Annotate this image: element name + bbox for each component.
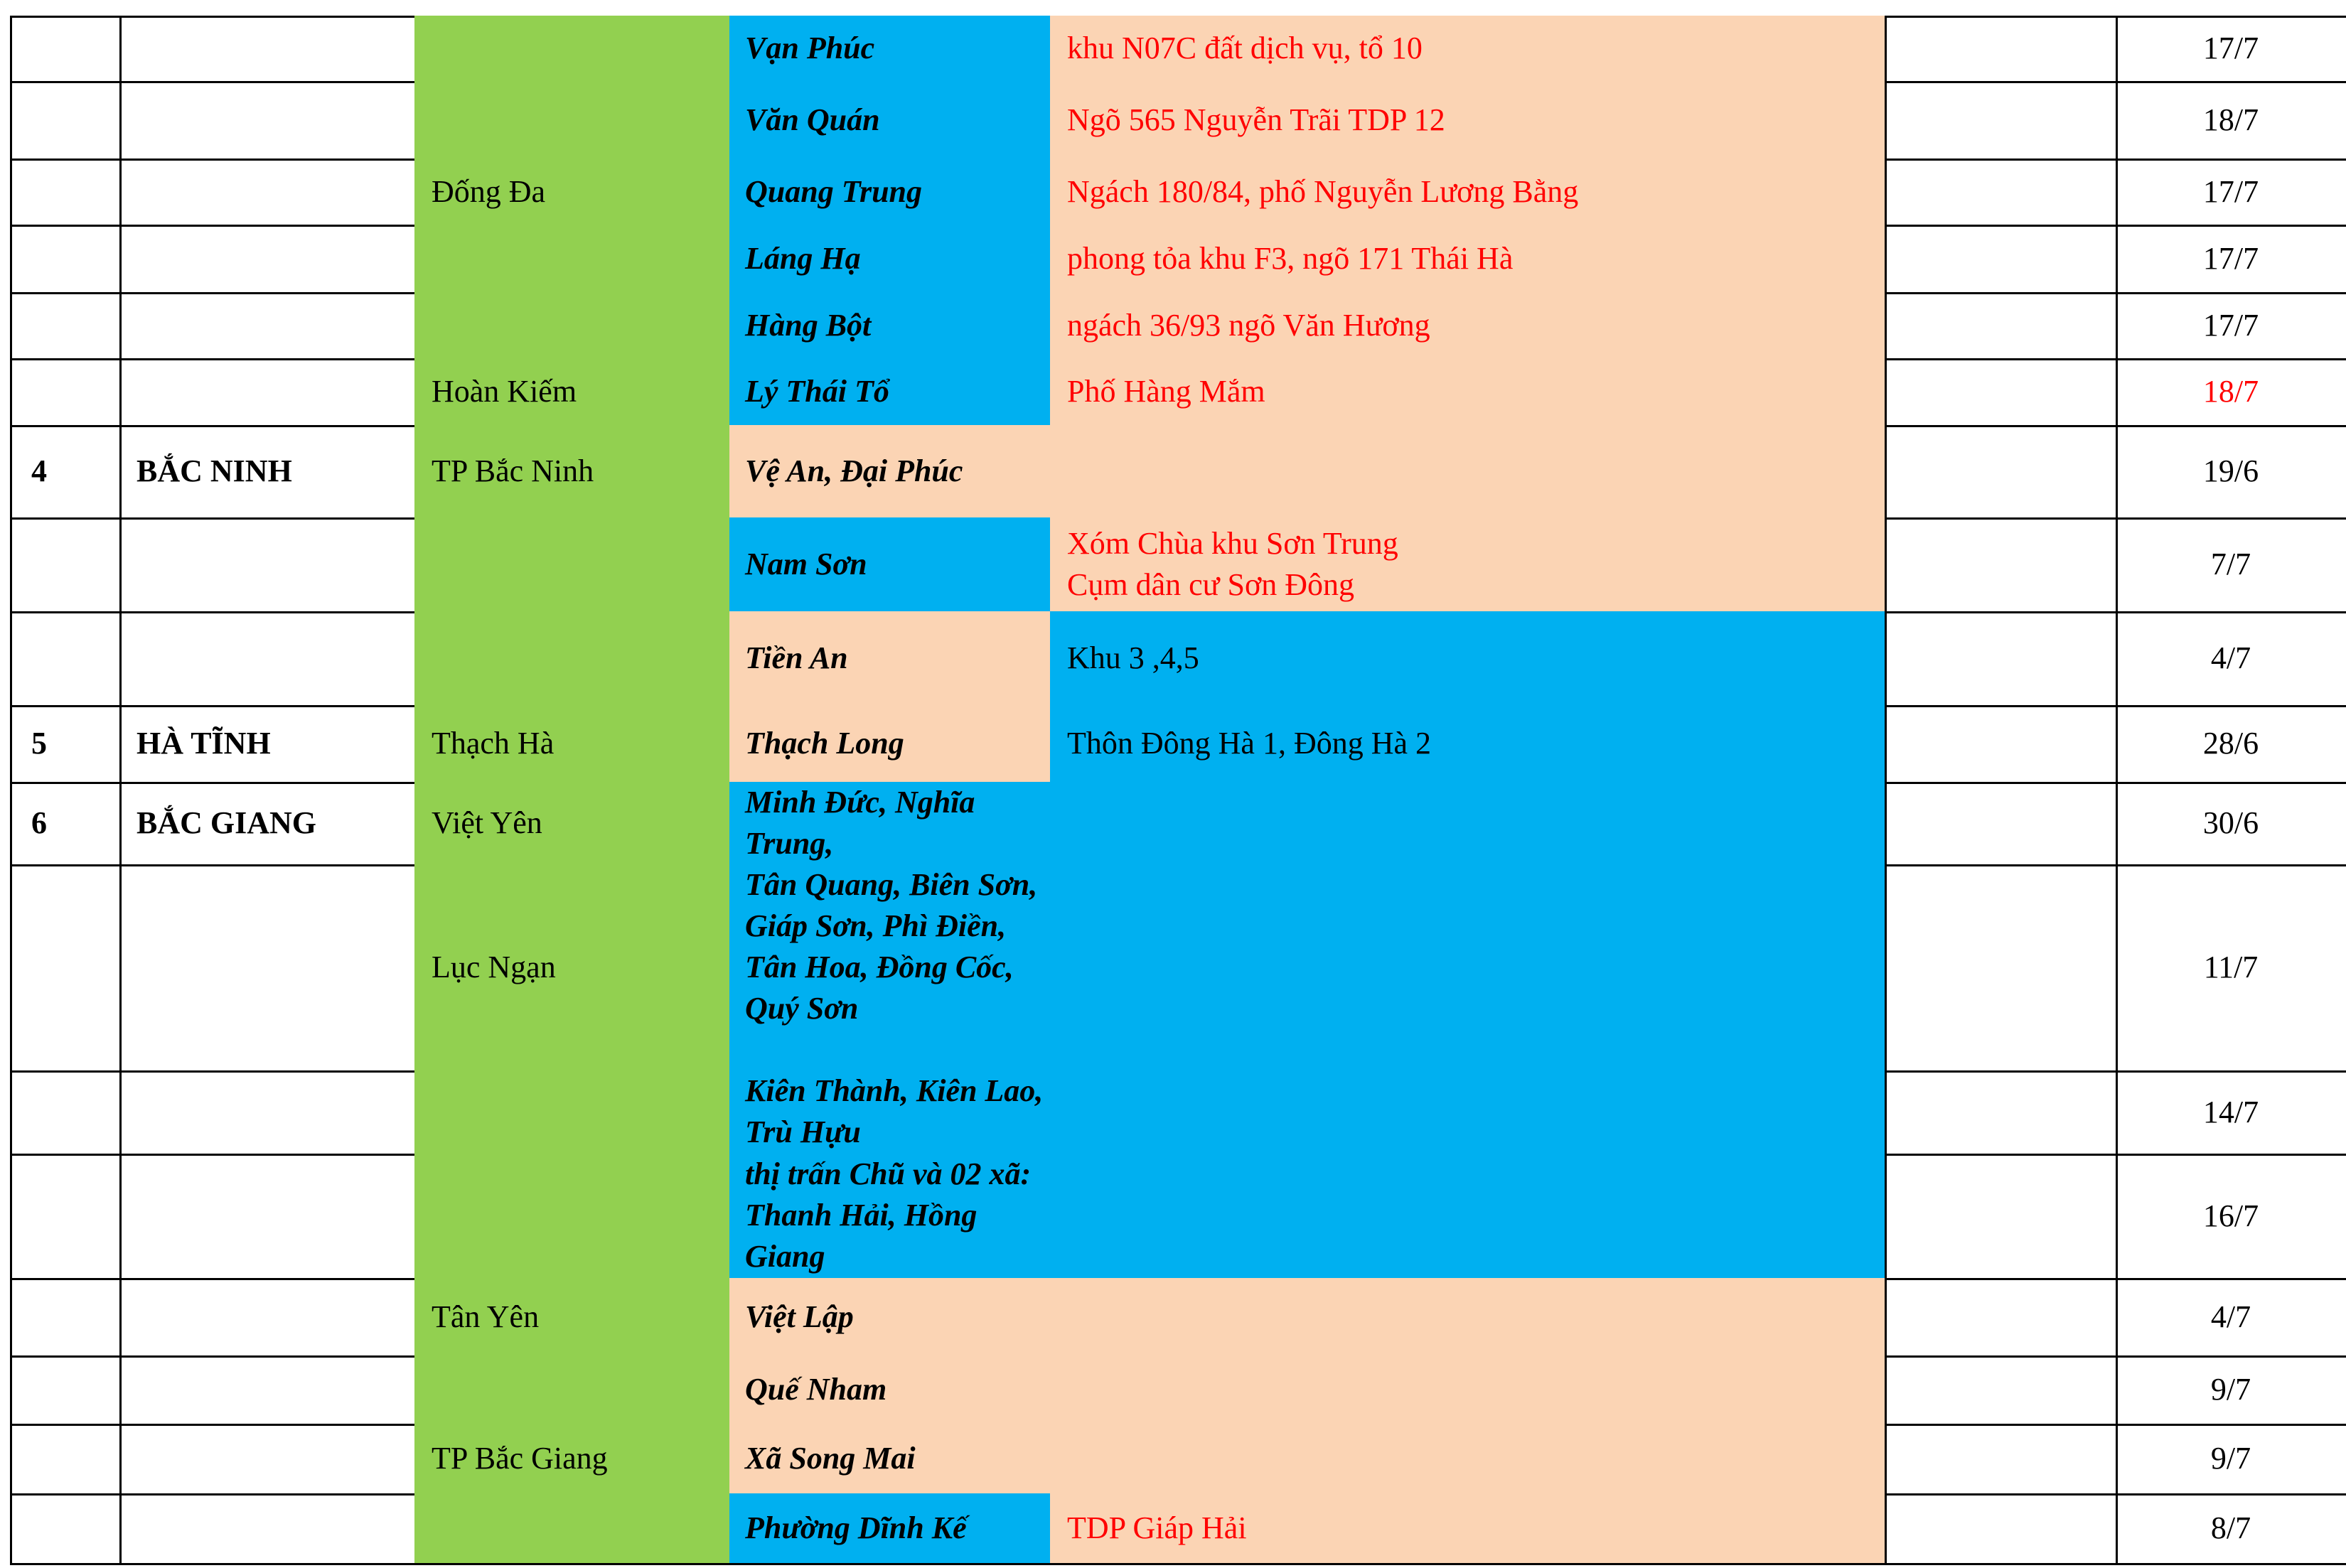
date-cell [2116,782,2346,866]
address-cell [1050,782,1887,866]
ward-text: Việt Lập [745,1299,854,1334]
blank-cell [1885,358,2118,427]
province-cell [119,425,417,520]
address-cell [1050,517,1887,613]
address-cell [1050,1355,1887,1426]
address-cell [1050,1278,1887,1358]
ward-cell [729,16,1052,83]
date-cell [2116,1355,2346,1426]
district-text: Tân Yên [432,1299,540,1334]
date-text: 19/6 [2202,453,2259,488]
date-text: 17/7 [2202,173,2259,209]
address-cell [1050,611,1887,707]
ward-text: Vạn Phúc [745,31,875,65]
address-cell [1050,225,1887,294]
date-cell [2116,611,2346,707]
address-text [1067,523,1398,606]
stt-cell [10,1355,122,1426]
date-text: 30/6 [2202,805,2259,840]
stt-cell [10,1154,122,1280]
stt-text: 5 [31,726,47,761]
blank-cell [1885,705,2118,784]
date-text: 28/6 [2202,726,2259,761]
province-cell [119,1154,417,1280]
address-cell [1050,1424,1887,1495]
address-text [1067,723,1431,764]
date-cell [2116,159,2346,227]
stt-cell [10,358,122,427]
blank-cell [1885,1154,2118,1280]
district-cell [414,517,732,613]
date-cell [2116,1493,2346,1565]
stt-text: 6 [31,805,47,840]
province-text: HÀ TĨNH [136,726,271,761]
address-line: Thôn Đông Hà 1, Đông Hà 2 [1067,726,1432,761]
blank-cell [1885,782,2118,866]
address-text [1067,638,1199,679]
date-text: 16/7 [2202,1198,2259,1233]
stt-cell [10,425,122,520]
ward-cell [729,1154,1052,1280]
address-cell [1050,1070,1887,1156]
district-cell [414,225,732,294]
blank-cell [1885,1070,2118,1156]
province-cell [119,225,417,294]
blank-cell [1885,425,2118,520]
date-text: 14/7 [2202,1094,2259,1129]
date-text: 4/7 [2210,640,2251,675]
province-cell [119,16,417,83]
district-text: Đống Đa [432,173,546,209]
district-cell [414,611,732,707]
district-text: TP Bắc Giang [432,1441,608,1476]
district-cell [414,1355,732,1426]
district-cell [414,81,732,161]
stt-cell [10,225,122,294]
ward-cell [729,358,1052,427]
date-cell [2116,225,2346,294]
date-text: 18/7 [2202,374,2259,409]
blank-cell [1885,81,2118,161]
address-line: Phố Hàng Mắm [1067,374,1265,409]
stt-cell [10,159,122,227]
address-text [1067,100,1445,141]
district-text: Hoàn Kiếm [432,374,577,409]
province-cell [119,864,417,1073]
date-cell [2116,1424,2346,1495]
ward-text: Phường Dĩnh Kế [745,1510,967,1545]
ward-cell [729,517,1052,613]
date-text: 11/7 [2203,950,2259,984]
stt-text: 4 [31,453,47,488]
ward-cell [729,705,1052,784]
ward-text: Lý Thái Tổ [745,374,889,409]
date-text: 8/7 [2210,1510,2251,1545]
ward-text: Minh Đức, Nghĩa Trung, [745,785,975,861]
ward-cell [729,864,1052,1073]
district-cell [414,1493,732,1565]
district-text: Lục Ngạn [432,950,556,984]
blank-cell [1885,1424,2118,1495]
ward-text: Láng Hạ [745,240,861,276]
province-cell [119,81,417,161]
ward-text: Tân Quang, Biên Sơn, Giáp Sơn, Phì Điền, Tân Hoa, Đồng Cốc, Quý Sơn [745,867,1038,1026]
address-text [1067,371,1265,412]
date-text: 4/7 [2210,1299,2251,1334]
stt-cell [10,517,122,613]
blank-cell [1885,159,2118,227]
address-line: Cụm dân cư Sơn Đông [1067,567,1354,602]
district-text: Thạch Hà [432,726,555,761]
date-text: 7/7 [2210,547,2251,581]
stt-cell [10,705,122,784]
ward-text: Văn Quán [745,102,880,137]
blank-cell [1885,292,2118,360]
address-cell [1050,81,1887,161]
ward-cell [729,1355,1052,1426]
date-cell [2116,81,2346,161]
ward-cell [729,225,1052,294]
address-line: ngách 36/93 ngõ Văn Hương [1067,307,1430,343]
district-cell [414,864,732,1073]
date-cell [2116,1070,2346,1156]
ward-text: Kiên Thành, Kiên Lao, Trù Hựu [745,1073,1044,1149]
district-cell [414,1278,732,1358]
ward-cell [729,1493,1052,1565]
district-cell [414,782,732,866]
address-line: Khu 3 ,4,5 [1067,640,1199,675]
date-cell [2116,1154,2346,1280]
ward-cell [729,292,1052,360]
province-cell [119,159,417,227]
date-cell [2116,292,2346,360]
address-line: phong tỏa khu F3, ngõ 171 Thái Hà [1067,240,1514,276]
province-cell [119,1278,417,1358]
province-text: BẮC GIANG [136,805,317,840]
ward-cell [729,782,1052,866]
address-cell [1050,292,1887,360]
stt-cell [10,16,122,83]
ward-text: Tiền An [745,640,848,675]
ward-cell [729,1424,1052,1495]
stt-cell [10,1493,122,1565]
address-cell [1050,705,1887,784]
date-text: 9/7 [2210,1372,2251,1407]
ward-text: Hàng Bột [745,307,872,343]
ward-text: Xã Song Mai [745,1441,916,1476]
address-cell [1050,159,1887,227]
address-cell [1050,358,1887,427]
province-cell [119,1493,417,1565]
district-cell [414,425,732,520]
date-cell [2116,1278,2346,1358]
district-cell [414,16,732,83]
ward-text: thị trấn Chũ và 02 xã: Thanh Hải, Hồng Giang [745,1156,1032,1274]
address-text [1067,28,1423,69]
blank-cell [1885,16,2118,83]
stt-cell [10,611,122,707]
address-text [1067,171,1578,213]
ward-text: Vệ An, Đại Phúc [745,453,963,488]
ward-text: Quế Nham [745,1372,887,1407]
ward-cell [729,425,1052,520]
province-cell [119,1424,417,1495]
district-cell [414,358,732,427]
address-cell [1050,864,1887,1073]
date-cell [2116,425,2346,520]
date-text: 17/7 [2202,31,2259,65]
district-cell [414,1070,732,1156]
date-cell [2116,517,2346,613]
date-cell [2116,358,2346,427]
date-cell [2116,864,2346,1073]
blank-cell [1885,611,2118,707]
ward-cell [729,1278,1052,1358]
ward-cell [729,1070,1052,1156]
address-line: khu N07C đất dịch vụ, tổ 10 [1067,31,1423,65]
stt-cell [10,1278,122,1358]
date-text: 17/7 [2202,240,2259,276]
address-cell [1050,1154,1887,1280]
address-cell [1050,16,1887,83]
district-cell [414,1424,732,1495]
address-cell [1050,1493,1887,1565]
address-cell [1050,425,1887,520]
date-cell [2116,705,2346,784]
blank-cell [1885,1278,2118,1358]
district-cell [414,705,732,784]
stt-cell [10,292,122,360]
stt-cell [10,1070,122,1156]
district-text: TP Bắc Ninh [432,453,594,488]
blank-cell [1885,1355,2118,1426]
province-cell [119,517,417,613]
province-cell [119,358,417,427]
ward-text: Thạch Long [745,726,904,761]
address-text [1067,305,1430,346]
province-cell [119,611,417,707]
address-line: Ngách 180/84, phố Nguyễn Lương Bằng [1067,173,1579,209]
district-cell [414,1154,732,1280]
province-cell [119,1070,417,1156]
province-cell [119,782,417,866]
date-text: 9/7 [2210,1441,2251,1476]
province-cell [119,705,417,784]
address-text [1067,238,1513,279]
district-text: Việt Yên [432,805,542,840]
district-cell [414,292,732,360]
stt-cell [10,864,122,1073]
blank-cell [1885,1493,2118,1565]
blank-cell [1885,517,2118,613]
date-cell [2116,16,2346,83]
stt-cell [10,81,122,161]
address-line: Xóm Chùa khu Sơn Trung [1067,526,1398,561]
ward-cell [729,81,1052,161]
address-line: TDP Giáp Hải [1067,1510,1247,1545]
ward-text: Quang Trung [745,173,923,209]
district-cell [414,159,732,227]
address-line: Ngõ 565 Nguyễn Trãi TDP 12 [1067,102,1445,137]
stt-cell [10,782,122,866]
province-text: BẮC NINH [136,453,292,488]
blank-cell [1885,864,2118,1073]
address-text [1067,1508,1247,1549]
ward-cell [729,611,1052,707]
blank-cell [1885,225,2118,294]
date-text: 17/7 [2202,307,2259,343]
date-text: 18/7 [2202,102,2259,137]
province-cell [119,1355,417,1426]
province-cell [119,292,417,360]
ward-cell [729,159,1052,227]
stt-cell [10,1424,122,1495]
ward-text: Nam Sơn [745,547,867,581]
